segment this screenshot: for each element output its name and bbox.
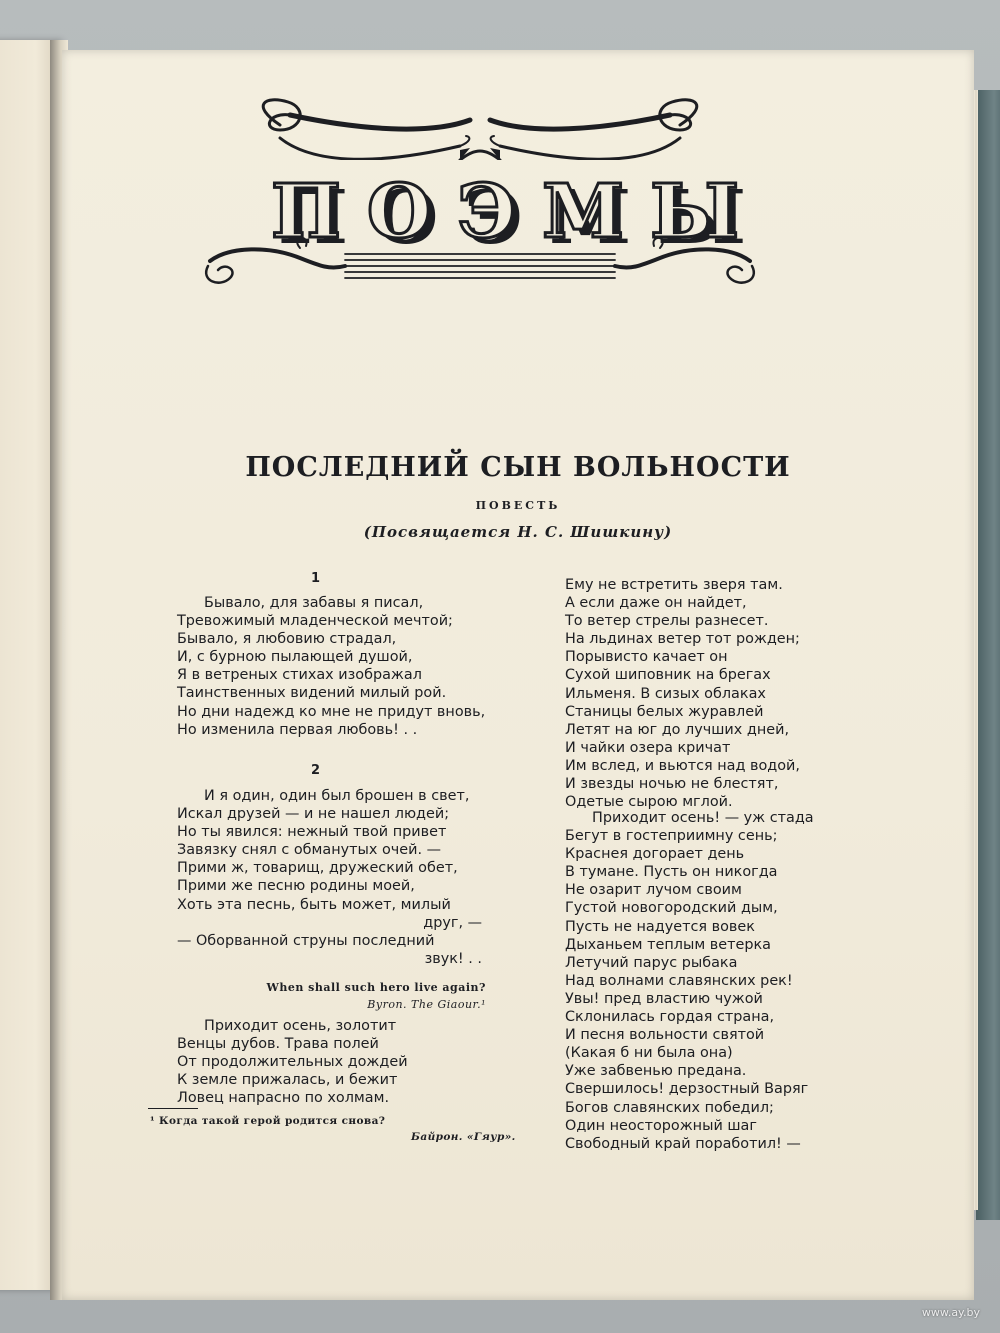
verse-line: Но ты явился: нежный твой привет [177, 824, 447, 841]
verse-line: Одетые сырою мглой. [565, 794, 733, 811]
verse-line: Краснея догорает день [565, 846, 745, 863]
verse-line: друг, — [423, 914, 482, 931]
epigraph-source: Byron. The Giaour.¹ [367, 998, 486, 1011]
poem-dedication: (Посвящается Н. С. Шишкину) [363, 523, 673, 541]
verse-line: (Какая б ни была она) [565, 1045, 733, 1062]
verse-line: Прими же песню родины моей, [177, 878, 415, 895]
verse-line: Прими ж, товарищ, дружеский обет, [177, 860, 458, 877]
verse-line: — Оборванной струны последний [177, 932, 435, 949]
verse-line: Но дни надежд ко мне не придут вновь, [177, 703, 486, 720]
verse-line: Порывисто качает он [565, 649, 728, 666]
footnote-text: ¹ Когда такой герой родится снова? [150, 1115, 386, 1127]
stanza-2 [177, 787, 482, 968]
verse-line: Приходит осень, золотит [204, 1018, 397, 1034]
verse-line: Дыханьем теплым ветерка [565, 936, 771, 953]
verse-line: Ильменя. В сизых облаках [565, 685, 766, 702]
footnote-source: Байрон. «Гяур». [411, 1131, 516, 1143]
top-flourish-ornament [130, 90, 830, 160]
epigraph-text: When shall such hero live again? [266, 981, 486, 994]
verse-line: Но изменила первая любовь! . . [177, 721, 418, 738]
verse-line: Пусть не надуется вовек [565, 918, 755, 935]
verse-line: Им вслед, и вьются над водой, [565, 757, 800, 774]
verse-line: Ловец напрасно по холмам. [177, 1090, 390, 1107]
verse-line: И звезды ночью не блестят, [565, 776, 779, 793]
book-cover-edge [976, 90, 1000, 1220]
verse-line: То ветер стрелы разнесет. [565, 613, 769, 630]
verse-line: Искал друзей — и не нашел людей; [177, 806, 450, 823]
site-watermark: www.ay.by [921, 1306, 980, 1319]
stanza-1 [177, 594, 485, 739]
verse-line: Тревожимый младенческой мечтой; [177, 613, 453, 630]
verse-line: звук! . . [424, 950, 482, 967]
verse-line: Бывало, для забавы я писал, [204, 595, 424, 611]
verse-line: А если даже он найдет, [565, 595, 747, 612]
verse-line: Сухой шиповник на брегах [565, 667, 771, 684]
verse-line: Бывало, я любовию страдал, [177, 631, 397, 648]
verse-line: От продолжительных дождей [177, 1054, 408, 1071]
footnote-rule [148, 1108, 198, 1109]
verse-line: Летучий парус рыбака [565, 954, 738, 971]
verse-line: К земле прижалась, и бежит [177, 1072, 398, 1089]
verse-line: Свободный край поработил! — [565, 1135, 801, 1152]
section-heading: ПОЭМЫ [270, 169, 766, 255]
verse-line: В тумане. Пусть он никогда [565, 864, 778, 881]
stanza-number-1: 1 [311, 571, 321, 586]
verse-line: И я один, один был брошен в свет, [204, 788, 470, 804]
verse-line: Богов славянских победил; [565, 1099, 774, 1116]
verse-line: Венцы дубов. Трава полей [177, 1036, 379, 1053]
verse-line: Увы! пред властию чужой [565, 990, 763, 1007]
right-column-block-2 [565, 809, 814, 1153]
bottom-flourish-ornament [130, 236, 830, 296]
verse-line: Таинственных видений милый рой. [177, 685, 447, 702]
verse-line: Густой новогородский дым, [565, 900, 778, 917]
verse-line: И, с бурною пылающей душой, [177, 649, 413, 666]
verse-line: И песня вольности святой [565, 1027, 765, 1044]
verse-line: На льдинах ветер тот рожден; [565, 631, 800, 648]
verse-line: И чайки озера кричат [565, 739, 731, 756]
verse-line: Уже забвенью предана. [565, 1063, 747, 1080]
verse-line: Один неосторожный шаг [565, 1117, 757, 1134]
verse-line: Завязку снял с обманутых очей. — [177, 842, 442, 859]
poem-subtitle: ПОВЕСТЬ [475, 499, 561, 512]
verse-line: Не озарит лучом своим [565, 882, 742, 899]
verse-line: Над волнами славянских рек! [565, 972, 793, 989]
verse-line: Склонилась гордая страна, [565, 1009, 775, 1026]
verse-line: Хоть эта песнь, быть может, милый [177, 896, 451, 913]
verse-line: Приходит осень! — уж стада [592, 810, 814, 826]
stanza-number-2: 2 [311, 763, 321, 778]
verse-line: Станицы белых журавлей [565, 703, 764, 720]
epigraph [230, 979, 486, 1013]
right-column-block-1 [565, 576, 800, 811]
verse-line: Бегут в гостеприимну сень; [565, 828, 778, 845]
verse-line: Летят на юг до лучших дней, [565, 721, 790, 738]
stanza-3 [177, 1017, 408, 1107]
verse-line: Я в ветреных стихах изображал [177, 667, 422, 684]
verse-line: Ему не встретить зверя там. [565, 577, 783, 593]
poem-title: ПОСЛЕДНИЙ СЫН ВОЛЬНОСТИ [245, 452, 791, 483]
verse-line: Свершилось! дерзостный Варяг [565, 1081, 809, 1098]
